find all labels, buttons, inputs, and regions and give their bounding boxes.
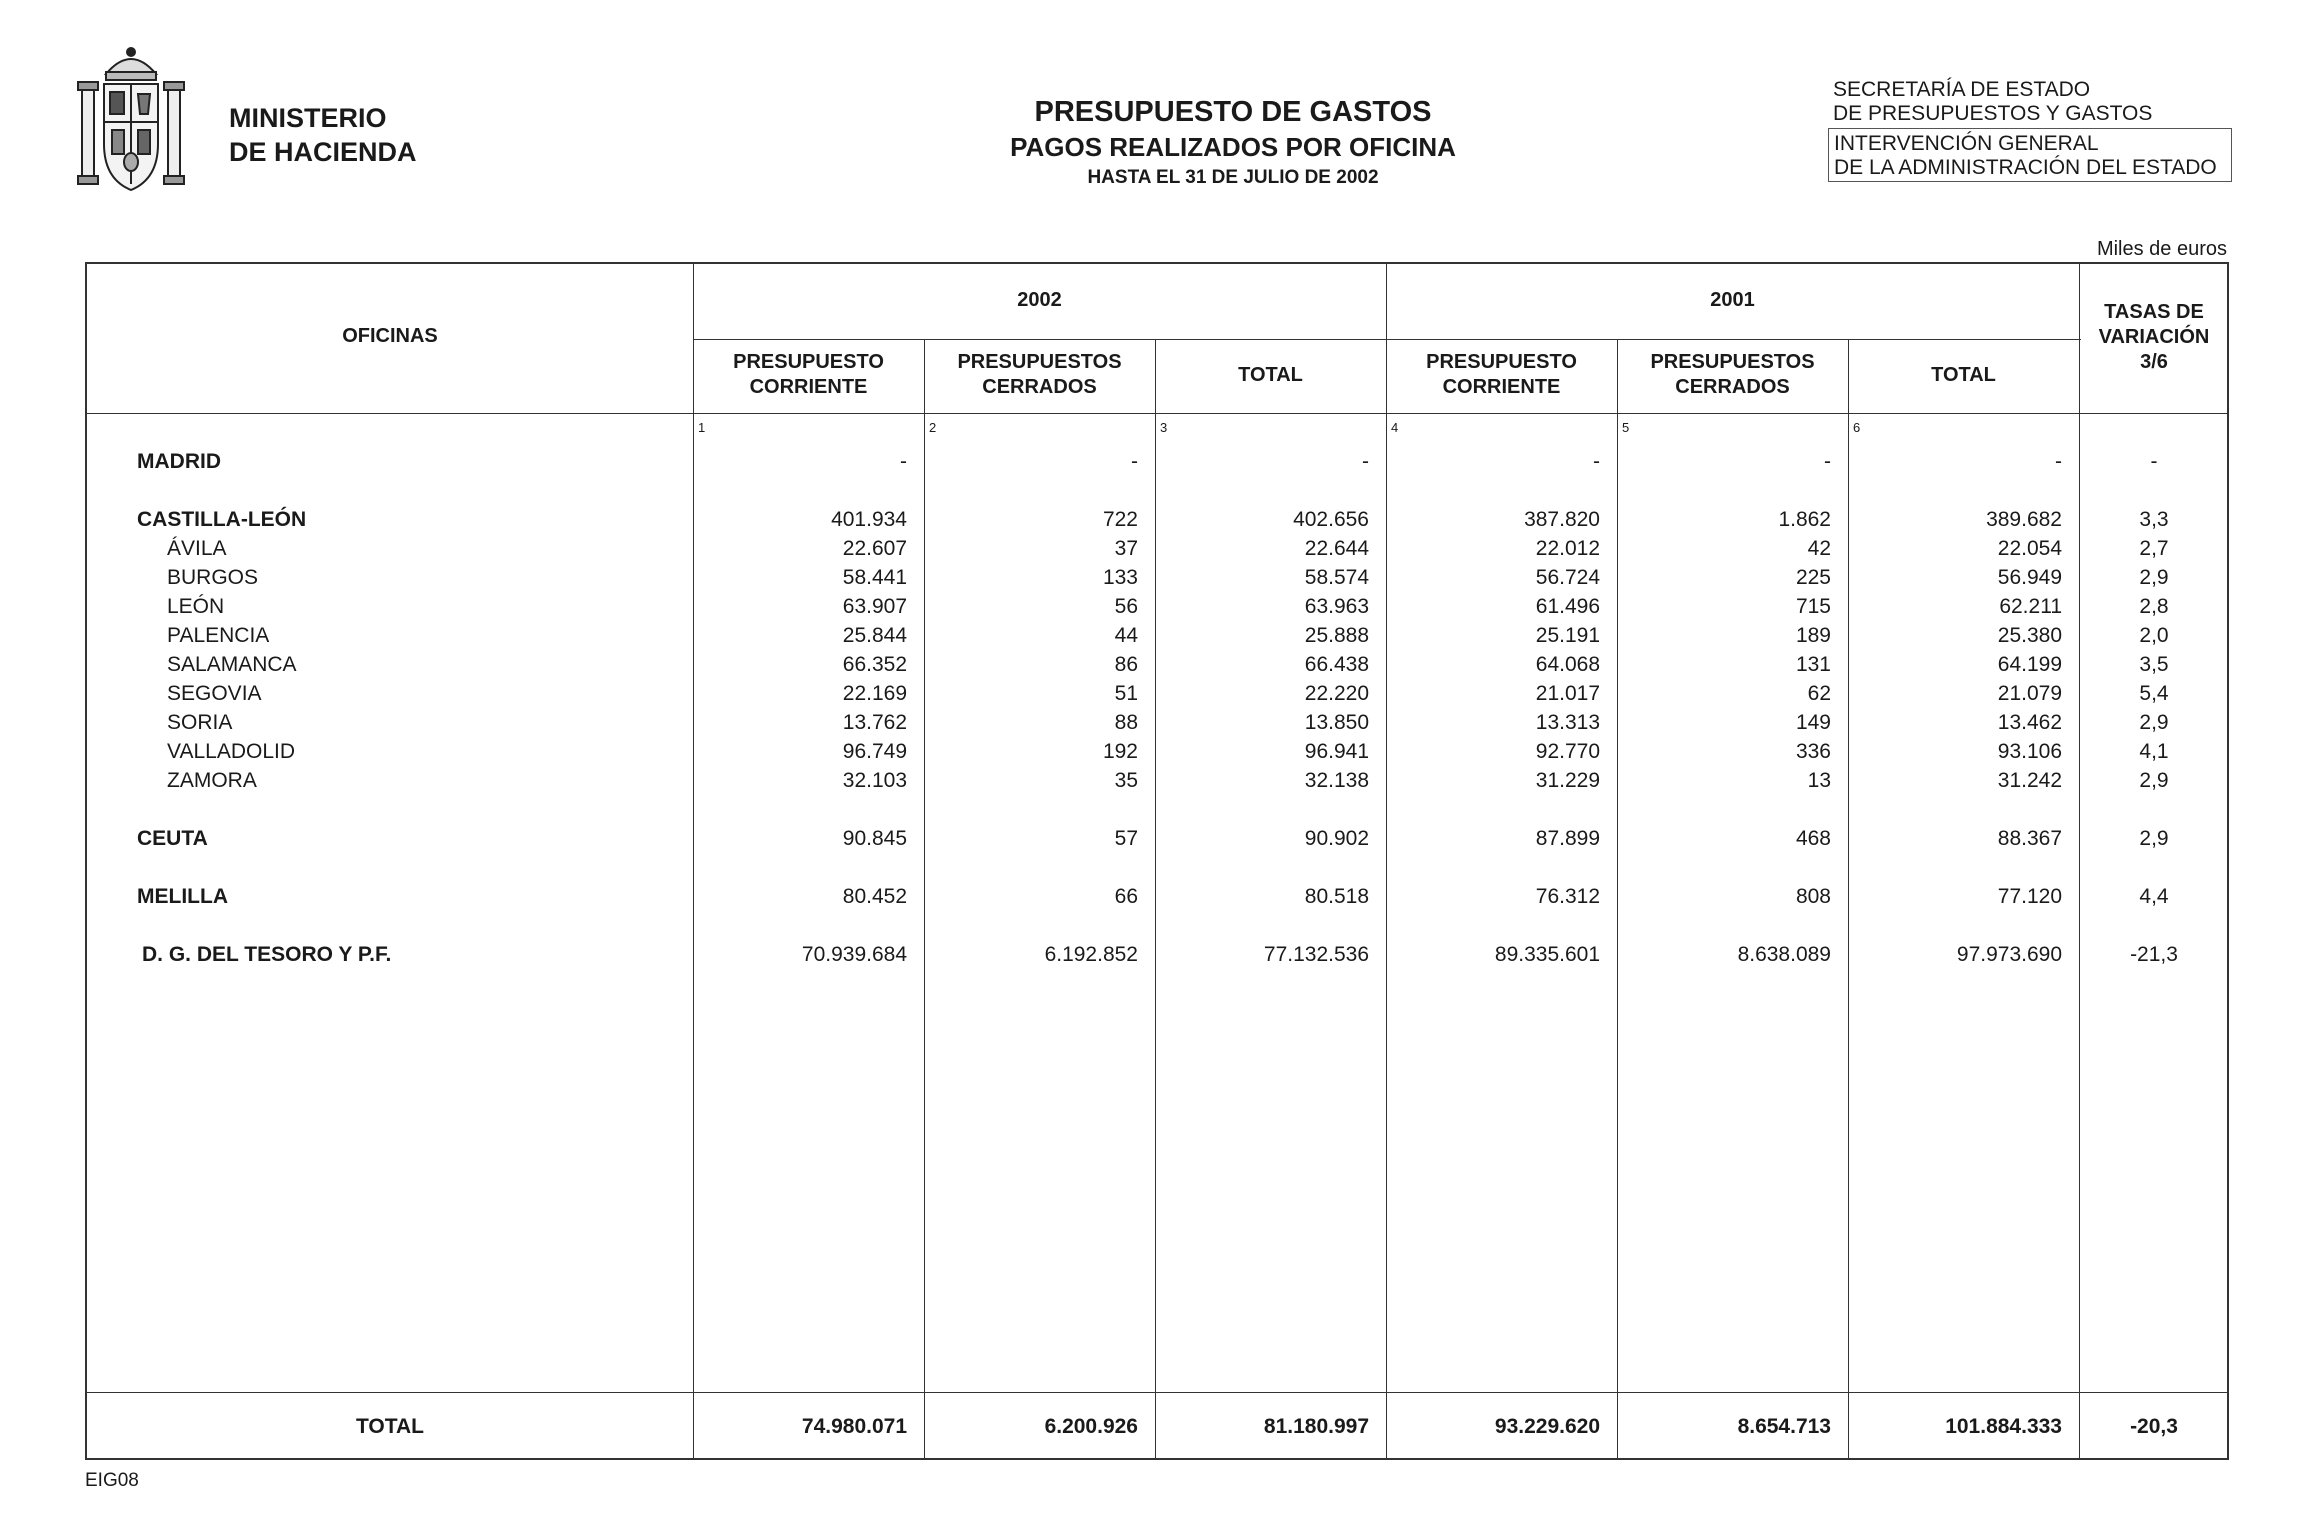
col-header-year-2001: 2001 [1710, 289, 1755, 311]
value-cell: 62 [1807, 682, 1831, 705]
total-rule [87, 1392, 2229, 1393]
value-cell: 51 [1114, 682, 1138, 705]
table-row [87, 651, 2227, 679]
table-row [87, 883, 2227, 911]
document-code: EIG08 [85, 1470, 139, 1491]
col-header-corriente-2001: PRESUPUESTO CORRIENTE [1426, 351, 1577, 398]
value-cell: 96.941 [1304, 740, 1369, 763]
value-cell: 63.963 [1304, 595, 1369, 618]
value-cell: - [2055, 450, 2062, 473]
value-cell: - [900, 450, 907, 473]
office-name: BURGOS [167, 566, 259, 589]
value-cell: 93.106 [1997, 740, 2062, 763]
value-cell: 25.888 [1304, 624, 1369, 647]
total-label: TOTAL [355, 1415, 425, 1438]
value-cell: - [1593, 450, 1600, 473]
value-cell: 56 [1114, 595, 1138, 618]
col-header-total-2001: TOTAL [1931, 364, 1996, 386]
value-cell: 2,8 [2139, 595, 2169, 618]
value-cell: 8.638.089 [1737, 943, 1831, 966]
value-cell: 25.380 [1997, 624, 2062, 647]
total-value: 93.229.620 [1494, 1415, 1600, 1438]
value-cell: 86 [1114, 653, 1138, 676]
intervencion-line-2: DE LA ADMINISTRACIÓN DEL ESTADO [1834, 156, 2217, 179]
value-cell: 2,9 [2139, 827, 2169, 850]
ministry-line-1: MINISTERIO [229, 103, 387, 133]
office-name: PALENCIA [167, 624, 270, 647]
col-header-total-2002: TOTAL [1238, 364, 1303, 386]
intervencion-box [1828, 128, 2232, 182]
table-row [87, 564, 2227, 592]
office-name: VALLADOLID [167, 740, 295, 763]
col-header-tasas: TASAS DE VARIACIÓN 3/6 [2098, 301, 2210, 373]
value-cell: 3,5 [2139, 653, 2169, 676]
report-date: HASTA EL 31 DE JULIO DE 2002 [1087, 167, 1379, 188]
value-cell: - [2150, 450, 2158, 473]
value-cell: 63.907 [842, 595, 907, 618]
col-rule-7 [2079, 264, 2080, 1460]
ministry-line-2: DE HACIENDA [229, 137, 417, 167]
value-cell: 77.120 [1997, 885, 2062, 908]
value-cell: 70.939.684 [801, 943, 907, 966]
value-cell: 13.462 [1997, 711, 2062, 734]
value-cell: 13.313 [1535, 711, 1600, 734]
total-row [87, 1413, 2227, 1441]
value-cell: 37 [1114, 537, 1138, 560]
table-row [87, 506, 2227, 534]
table-row [87, 825, 2227, 853]
value-cell: 21.017 [1535, 682, 1600, 705]
value-cell: 64.068 [1535, 653, 1600, 676]
value-cell: 131 [1795, 653, 1831, 676]
value-cell: 133 [1102, 566, 1138, 589]
value-cell: 22.607 [842, 537, 907, 560]
col-header-oficinas: OFICINAS [342, 325, 438, 347]
value-cell: - [1131, 450, 1138, 473]
value-cell: 13.762 [842, 711, 907, 734]
value-cell: 387.820 [1524, 508, 1600, 531]
table-row [87, 738, 2227, 766]
value-cell: 2,9 [2139, 711, 2169, 734]
value-cell: 58.574 [1304, 566, 1369, 589]
value-cell: 722 [1102, 508, 1138, 531]
total-value: 81.180.997 [1263, 1415, 1369, 1438]
office-name: CEUTA [137, 827, 208, 850]
table-row [87, 680, 2227, 708]
value-cell: 61.496 [1535, 595, 1600, 618]
value-cell: 22.012 [1535, 537, 1600, 560]
value-cell: 56.949 [1997, 566, 2062, 589]
value-cell: 4,4 [2139, 885, 2169, 908]
secretaria-line-1: SECRETARÍA DE ESTADO [1833, 78, 2091, 101]
value-cell: 389.682 [1986, 508, 2062, 531]
column-number-5: 5 [1622, 420, 1630, 435]
value-cell: 149 [1795, 711, 1831, 734]
office-name: MELILLA [137, 885, 228, 908]
value-cell: 225 [1795, 566, 1831, 589]
value-cell: 22.220 [1304, 682, 1369, 705]
value-cell: 336 [1795, 740, 1831, 763]
value-cell: 97.973.690 [1956, 943, 2062, 966]
value-cell: 42 [1807, 537, 1831, 560]
value-cell: 66 [1114, 885, 1138, 908]
value-cell: - [1824, 450, 1831, 473]
total-value: -20,3 [2130, 1415, 2178, 1438]
value-cell: 13 [1807, 769, 1831, 792]
value-cell: 80.518 [1304, 885, 1369, 908]
value-cell: 2,9 [2139, 769, 2169, 792]
value-cell: 3,3 [2139, 508, 2169, 531]
total-value: 74.980.071 [801, 1415, 907, 1438]
value-cell: 4,1 [2139, 740, 2169, 763]
col-header-corriente-2002: PRESUPUESTO CORRIENTE [733, 351, 884, 398]
value-cell: 90.902 [1304, 827, 1369, 850]
table-row [87, 535, 2227, 563]
value-cell: 77.132.536 [1263, 943, 1369, 966]
office-name: ÁVILA [167, 537, 227, 560]
value-cell: 87.899 [1535, 827, 1600, 850]
value-cell: 192 [1102, 740, 1138, 763]
payments-table [85, 262, 2229, 1460]
value-cell: 189 [1795, 624, 1831, 647]
value-cell: 88.367 [1997, 827, 2062, 850]
value-cell: 64.199 [1997, 653, 2062, 676]
intervencion-line-1: INTERVENCIÓN GENERAL [1834, 132, 2099, 155]
value-cell: 58.441 [842, 566, 907, 589]
value-cell: 76.312 [1535, 885, 1600, 908]
units-label: Miles de euros [2096, 238, 2227, 260]
col-header-year-2002: 2002 [1017, 289, 1062, 311]
report-subtitle: PAGOS REALIZADOS POR OFICINA [1010, 132, 1456, 162]
value-cell: 31.242 [1997, 769, 2062, 792]
table-row [87, 448, 2227, 476]
value-cell: 22.054 [1997, 537, 2062, 560]
office-name: MADRID [137, 450, 221, 473]
value-cell: 32.103 [842, 769, 907, 792]
value-cell: -21,3 [2130, 943, 2178, 966]
value-cell: 90.845 [842, 827, 907, 850]
col-rule-1 [693, 264, 694, 1460]
office-name: D. G. DEL TESORO Y P.F. [142, 943, 392, 966]
col-rule-4 [1386, 264, 1387, 1460]
value-cell: 25.844 [842, 624, 907, 647]
report-title: PRESUPUESTO DE GASTOS [1034, 96, 1432, 128]
value-cell: 56.724 [1535, 566, 1600, 589]
value-cell: 468 [1795, 827, 1831, 850]
column-number-3: 3 [1160, 420, 1168, 435]
col-header-cerrados-2001: PRESUPUESTOS CERRADOS [1650, 351, 1815, 398]
column-number-6: 6 [1853, 420, 1861, 435]
value-cell: 2,0 [2139, 624, 2169, 647]
value-cell: 22.644 [1304, 537, 1369, 560]
table-row [87, 767, 2227, 795]
value-cell: 715 [1795, 595, 1831, 618]
value-cell: - [1362, 450, 1369, 473]
column-number-1: 1 [698, 420, 706, 435]
value-cell: 92.770 [1535, 740, 1600, 763]
table-row [87, 941, 2227, 969]
value-cell: 80.452 [842, 885, 907, 908]
value-cell: 35 [1114, 769, 1138, 792]
secretaria-line-2: DE PRESUPUESTOS Y GASTOS [1833, 102, 2153, 125]
office-name: SEGOVIA [167, 682, 262, 705]
value-cell: 5,4 [2139, 682, 2169, 705]
value-cell: 57 [1114, 827, 1138, 850]
header-rule-bottom [87, 413, 2229, 414]
value-cell: 402.656 [1293, 508, 1369, 531]
value-cell: 1.862 [1778, 508, 1831, 531]
value-cell: 31.229 [1535, 769, 1600, 792]
office-name: LEÓN [167, 595, 225, 618]
value-cell: 96.749 [842, 740, 907, 763]
total-value: 101.884.333 [1945, 1415, 2062, 1438]
value-cell: 401.934 [831, 508, 907, 531]
office-name: CASTILLA-LEÓN [137, 508, 307, 531]
ministry-name [229, 101, 417, 169]
col-header-cerrados-2002: PRESUPUESTOS CERRADOS [957, 351, 1122, 398]
coat-of-arms-icon [76, 44, 186, 196]
value-cell: 44 [1114, 624, 1138, 647]
value-cell: 22.169 [842, 682, 907, 705]
value-cell: 88 [1114, 711, 1138, 734]
value-cell: 21.079 [1997, 682, 2062, 705]
office-name: SORIA [167, 711, 233, 734]
value-cell: 808 [1795, 885, 1831, 908]
value-cell: 62.211 [1999, 595, 2062, 618]
table-row [87, 709, 2227, 737]
value-cell: 89.335.601 [1494, 943, 1600, 966]
column-number-2: 2 [929, 420, 937, 435]
total-value: 8.654.713 [1737, 1415, 1831, 1438]
column-number-4: 4 [1391, 420, 1399, 435]
value-cell: 66.438 [1304, 653, 1369, 676]
value-cell: 32.138 [1304, 769, 1369, 792]
value-cell: 2,9 [2139, 566, 2169, 589]
total-value: 6.200.926 [1044, 1415, 1138, 1438]
value-cell: 25.191 [1535, 624, 1600, 647]
table-row [87, 622, 2227, 650]
office-name: SALAMANCA [167, 653, 297, 676]
value-cell: 13.850 [1304, 711, 1369, 734]
value-cell: 2,7 [2139, 537, 2169, 560]
report-title-block [700, 94, 1766, 192]
office-name: ZAMORA [167, 769, 257, 792]
value-cell: 6.192.852 [1044, 943, 1138, 966]
secretaria-block [1833, 78, 2152, 126]
value-cell: 66.352 [842, 653, 907, 676]
header-rule-years [693, 339, 2081, 340]
table-row [87, 593, 2227, 621]
